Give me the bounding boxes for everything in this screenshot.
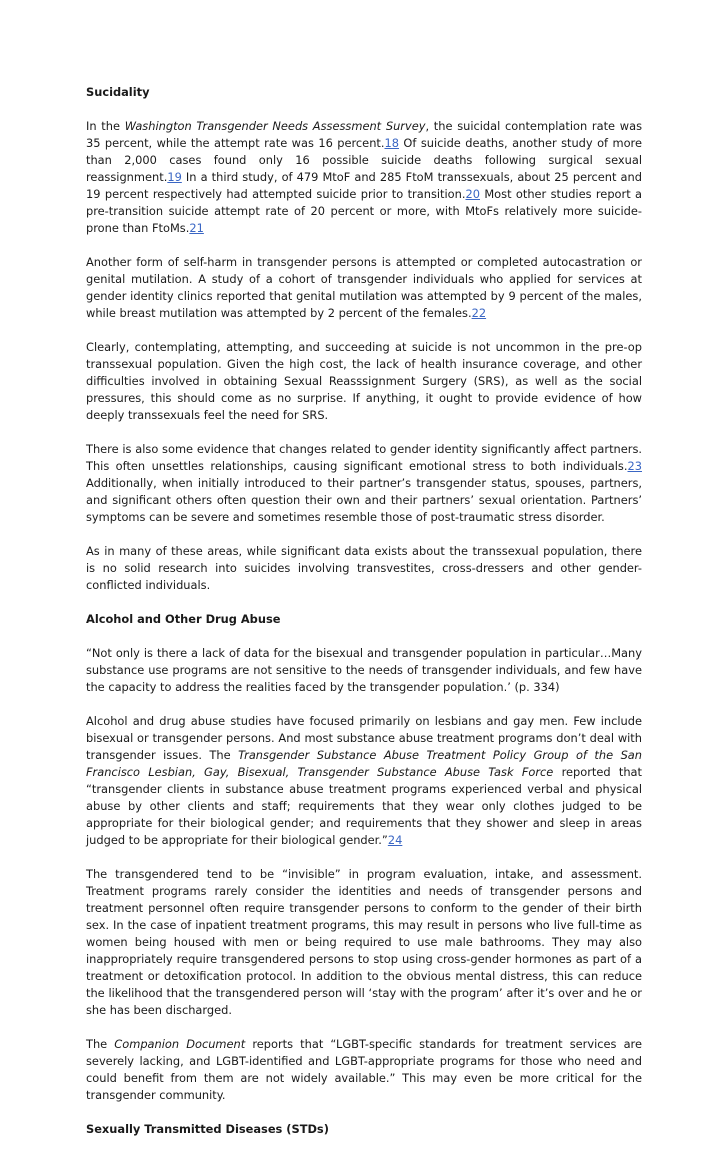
- footnote-link-20[interactable]: 20: [465, 187, 480, 201]
- paragraph: [86, 254, 642, 322]
- survey-title: Washington Transgender Needs Assessment Survey: [124, 119, 426, 133]
- paragraph: [86, 713, 642, 849]
- text-run: There is also some evidence that changes related to gender identity significantly affect partners. This often unsettles relationships, causing significant emotional stress to both individuals.: [86, 442, 642, 473]
- text-run: In a third study, of 479 MtoF and 285 FtoM transsexuals, about 25 percent and 19 percent respectively had attempted suicide prior to transition.: [86, 170, 642, 201]
- footnote-link-21[interactable]: 21: [189, 221, 204, 235]
- text-run: reports that “LGBT-specific standards for treatment services are severely lacking, and LGBT-identified and LGBT-appropriate programs for those who need and could benefit from them are not widely available.” This may even be more critical for the transgender community.: [86, 1037, 642, 1102]
- text-run: , the suicidal contemplation rate was 35 percent, while the attempt rate was 16 percent.: [86, 119, 643, 150]
- paragraph: [86, 441, 642, 526]
- footnote-link-23[interactable]: 23: [627, 459, 642, 473]
- footnote-link-19[interactable]: 19: [167, 170, 182, 184]
- paragraph: [86, 118, 642, 237]
- text-run: Another form of self-harm in transgender persons is attempted or completed autocastration or genital mutilation. A study of a cohort of transgender individuals who applied for services at gender identity clinics reported that genital mutilation was attempted by 9 percent of the males, while breast mutilation was attempted by 2 percent of the females.: [86, 255, 642, 320]
- footnote-link-22[interactable]: 22: [471, 306, 487, 320]
- text-run: Most other studies report a pre-transition suicide attempt rate of 20 percent or more, with MtoFs relatively more suicide-prone than FtoMs.: [86, 187, 642, 235]
- paragraph: As in many of these areas, while significant data exists about the transsexual population, there is no solid research into suicides involving transvestites, cross-dressers and other gender-conflicted individuals.: [86, 544, 642, 592]
- document-page: [86, 84, 642, 1155]
- text-run: The: [86, 1037, 115, 1051]
- document-title: Companion Document: [114, 1037, 246, 1051]
- text-run: Of suicide deaths, another study of more than 2,000 cases found only 16 possible suicide deaths following surgical sexual reassignment.: [86, 136, 642, 184]
- quote-paragraph: “Not only is there a lack of data for the bisexual and transgender population in particular…Many substance use programs are not sensitive to the needs of transgender individuals, and few have the capacity to address the realities faced by the transgender population.’ (p. 334): [86, 646, 642, 694]
- text-run: Additionally, when initially introduced to their partner’s transgender status, spouses, partners, and significant others often question their own and their partners’ sexual orientation. Partners’ symptoms can be severe and sometimes resemble those of post-traumatic stress disorder.: [86, 476, 642, 524]
- footnote-link-18[interactable]: 18: [384, 136, 399, 150]
- section-heading-suicidality: Sucidality: [86, 85, 150, 99]
- paragraph: Clearly, contemplating, attempting, and succeeding at suicide is not uncommon in the pre-op transsexual population. Given the high cost, the lack of health insurance coverage, and other difficulties involved in obtaining Sexual Reasssignment Surgery (SRS), as well as the social pressures, this should come as no surprise. If anything, it ought to provide evidence of how deeply transsexuals feel the need for SRS.: [86, 340, 642, 422]
- task-force-title: Transgender Substance Abuse Treatment Policy Group of the San Francisco Lesbian, Gay, Bisexual, Transgender Substance Abuse Task Force: [86, 748, 642, 779]
- footnote-link-24[interactable]: 24: [387, 833, 403, 847]
- paragraph: The transgendered tend to be “invisible” in program evaluation, intake, and assessment. Treatment programs rarely consider the identities and needs of transgender persons and treatment personnel often require transgender persons to conform to the gender of their birth sex. In the case of inpatient treatment programs, this may result in persons who live full-time as women being housed with men or being required to use male bathrooms. They may also inappropriately require transgendered persons to stop using cross-gender hormones as part of a treatment or detoxification protocol. In addition to the obvious mental distress, this can reduce the likelihood that the transgendered person will ‘stay with the program’ after it’s over and he or she has been discharged.: [86, 867, 642, 1017]
- paragraph: [86, 1036, 642, 1104]
- section-heading-alcohol-drug-abuse: Alcohol and Other Drug Abuse: [86, 612, 281, 626]
- section-heading-stds: Sexually Transmitted Diseases (STDs): [86, 1122, 329, 1136]
- text-run: Alcohol and drug abuse studies have focused primarily on lesbians and gay men. Few include bisexual or transgender persons. And most substance abuse treatment programs don’t deal with transgender issues. The: [86, 714, 642, 762]
- text-run: In the: [86, 119, 125, 133]
- text-run: reported that “transgender clients in substance abuse treatment programs experienced verbal and physical abuse by other clients and staff; requirements that they wear only clothes judged to be appropriate for their biological gender; and requirements that they shower and sleep in areas judged to be appropriate for their biological gender.”: [86, 765, 642, 847]
